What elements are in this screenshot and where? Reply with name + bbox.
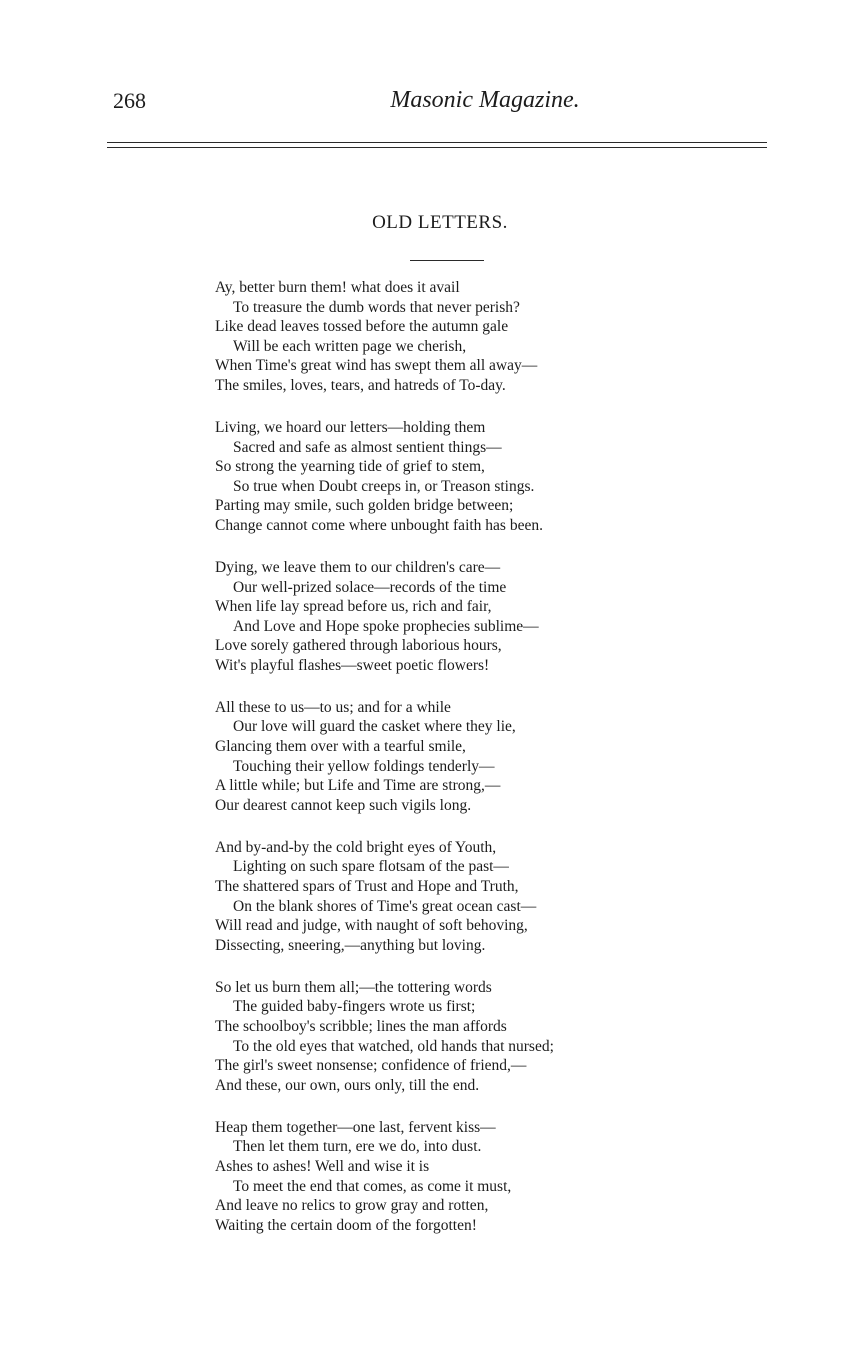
poem-line: And these, our own, ours only, till the end.: [215, 1076, 480, 1094]
poem-line: Will be each written page we cherish,: [233, 337, 467, 355]
poem-line: Ashes to ashes! Well and wise it is: [215, 1157, 430, 1175]
poem-line: Glancing them over with a tearful smile,: [215, 738, 466, 756]
poem-line: Dissecting, sneering,—anything but loving.: [215, 936, 486, 954]
poem-line: When life lay spread before us, rich and fair,: [215, 598, 492, 616]
poem-line: On the blank shores of Time's great ocean cast—: [233, 897, 537, 915]
stanza-6: [215, 978, 675, 1096]
header-rule-top: [107, 142, 767, 143]
stanza-4: [215, 698, 675, 816]
poem-line: The smiles, loves, tears, and hatreds of To-day.: [215, 376, 506, 394]
poem-line: Like dead leaves tossed before the autumn gale: [215, 318, 509, 336]
stanza-3: [215, 558, 675, 676]
poem-line: The girl's sweet nonsense; confidence of friend,—: [215, 1057, 527, 1075]
poem-line: Parting may smile, such golden bridge between;: [215, 497, 514, 515]
poem-line: And leave no relics to grow gray and rotten,: [215, 1197, 489, 1215]
title-divider: [410, 260, 484, 261]
stanza-1: [215, 278, 675, 396]
stanza-5: [215, 838, 675, 956]
poem-line: Dying, we leave them to our children's care—: [215, 558, 501, 576]
page-number: 268: [113, 88, 146, 113]
poem-line: And by-and-by the cold bright eyes of Youth,: [215, 838, 497, 856]
stanza-7: [215, 1118, 675, 1236]
poem-line: Love sorely gathered through laborious hours,: [215, 637, 502, 655]
poem-line: Heap them together—one last, fervent kiss—: [215, 1118, 496, 1136]
poem-line: To treasure the dumb words that never perish?: [233, 298, 520, 316]
poem-line: Our dearest cannot keep such vigils long.: [215, 796, 472, 814]
poem-line: Wit's playful flashes—sweet poetic flowers!: [215, 656, 490, 674]
poem-line: So true when Doubt creeps in, or Treason stings.: [233, 477, 535, 495]
stanza-2: [215, 418, 675, 536]
poem-line: Lighting on such spare flotsam of the past—: [233, 858, 509, 876]
poem-title: OLD LETTERS.: [372, 212, 508, 233]
poem-line: The schoolboy's scribble; lines the man affords: [215, 1017, 507, 1035]
poem-line: Our love will guard the casket where they lie,: [233, 718, 516, 736]
poem-line: Touching their yellow foldings tenderly—: [233, 757, 495, 775]
poem-line: So let us burn them all;—the tottering words: [215, 978, 492, 996]
poem-line: Change cannot come where unbought faith has been.: [215, 516, 543, 534]
poem-line: A little while; but Life and Time are strong,—: [215, 777, 501, 795]
poem-line: To the old eyes that watched, old hands that nursed;: [233, 1037, 554, 1055]
poem-line: Will read and judge, with naught of soft behoving,: [215, 917, 528, 935]
poem-line: The guided baby-fingers wrote us first;: [233, 998, 476, 1016]
poem-line: Living, we hoard our letters—holding them: [215, 418, 486, 436]
poem-line: To meet the end that comes, as come it must,: [233, 1177, 512, 1195]
poem-line: So strong the yearning tide of grief to stem,: [215, 458, 485, 476]
poem-line: The shattered spars of Trust and Hope and Truth,: [215, 878, 519, 895]
poem-line: All these to us—to us; and for a while: [215, 698, 451, 716]
poem-line: Ay, better burn them! what does it avail: [215, 279, 460, 296]
header-rule-bottom: [107, 147, 767, 148]
poem-line: And Love and Hope spoke prophecies sublime—: [233, 617, 539, 635]
poem-line: Sacred and safe as almost sentient things—: [233, 438, 502, 456]
poem-line: Then let them turn, ere we do, into dust.: [233, 1138, 482, 1156]
poem-line: When Time's great wind has swept them all away—: [215, 357, 538, 375]
poem-line: Waiting the certain doom of the forgotten!: [215, 1216, 477, 1234]
running-title: Masonic Magazine.: [390, 87, 580, 113]
poem-body: [215, 278, 675, 1258]
poem-line: Our well-prized solace—records of the time: [233, 578, 507, 596]
